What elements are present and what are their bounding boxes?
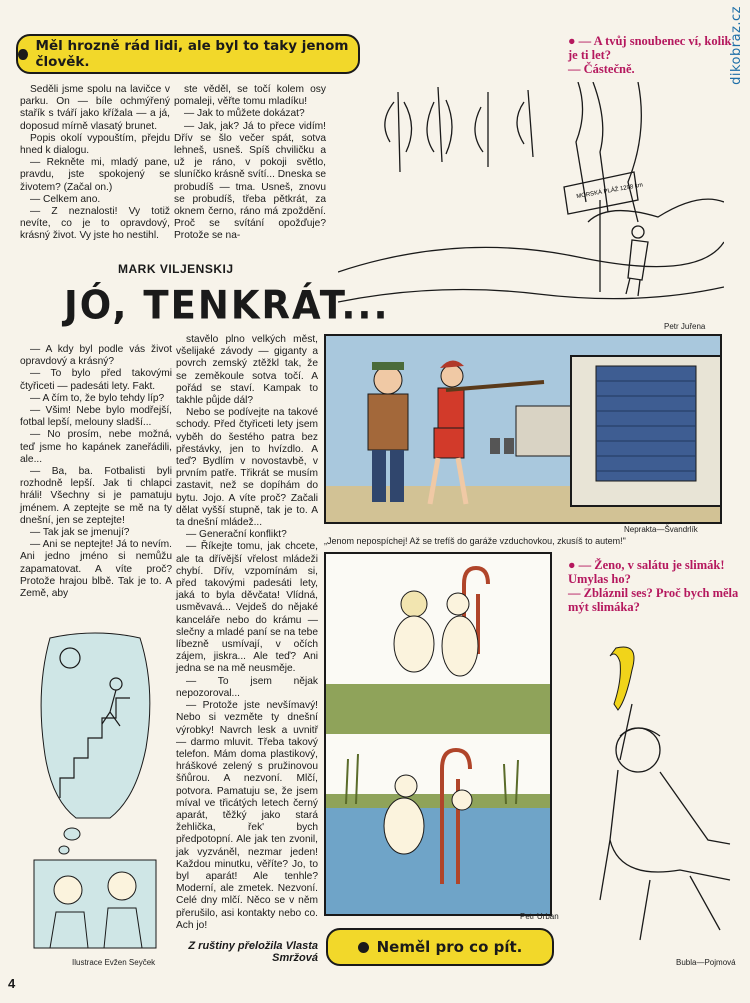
paragraph: — Jak, jak? Já to přece vidím! Dřív se šlo večer spát, sotva lehneš, usneš. Spíš chviličku a už je ráno, v pokoji světlo, sluníčko krásně svítí... Dneska se probudíš — tma. Usneš, znovu se probudíš, třeba pětkrát, za oknem černo, ráno má zpoždění. Proč se svítání opožďuje? Protože se na- — [174, 120, 326, 242]
paragraph: — Jak to můžete dokázat? — [184, 108, 305, 120]
cartoon-pool — [324, 552, 552, 916]
credit-neprakta: Neprakta—Švandrlík — [624, 525, 698, 534]
translator-credit: Z ruštiny přeložila Vlasta Smržová — [188, 940, 318, 964]
banner-top — [16, 34, 360, 74]
paragraph: — Z neznalosti! Vy totiž nevíte, co je to opravdový, krásný život. Vy jste ho nestihl. — [20, 206, 170, 242]
paragraph: Popis okolí vypouštím, přejdu hned k dialogu. — [20, 132, 170, 157]
paragraph: — A čím to, že bylo tehdy líp? — [30, 392, 165, 404]
joke-snoubenec: ● — A tvůj snoubenec ví, kolik je ti let? — Částečně. — [568, 34, 732, 76]
paragraph: — A kdy byl podle vás život opravdový a krásný? — [20, 344, 172, 368]
story2-column-1 — [20, 344, 172, 600]
paragraph: — Ba, ba. Fotbalisti byli rozhodně lepší. Jak ti chlapci hráli! Všechny si je pamatuju jménem. A zeptejte se mě na ty dnešní, jen se zeptejte! — [20, 466, 172, 526]
bullet-icon — [18, 49, 28, 60]
banner-bottom-text: Neměl pro co pít. — [376, 938, 523, 956]
paragraph: stavělo plno velkých měst, všelijaké závody — giganty a povrch zemský ztěžkl tak, že se zeměkoule sotva točí. A pořád se staví. Kampak to takhle půjde dál? — [176, 334, 318, 407]
road-sign-text: MORSKÁ PLÁŽ 1298 km — [576, 182, 644, 201]
credit-urban: Petr Urban — [520, 912, 559, 921]
paragraph: ste věděl, se točí kolem osy pomaleji, věřte tomu mladíku! — [174, 84, 326, 108]
page-number: 4 — [8, 976, 16, 991]
banner-top-text: Měl hrozně rád lidi, ale byl to taky jenom člověk. — [35, 38, 349, 70]
watermark: dikobraz.cz — [729, 6, 744, 85]
story2-column-2 — [176, 334, 318, 932]
illustration-stairs — [30, 628, 160, 950]
paragraph: — Tak jak se jmenují? — [30, 527, 130, 539]
paragraph: Seděli jsme spolu na lavičce v parku. On — bíle ochmýřený stařík s tváří jako křížala — a já, doposud mírně vlasatý brunet. — [20, 84, 170, 132]
credit-jurena: Petr Juřena — [664, 322, 706, 331]
paragraph: Nebo se podívejte na takové schody. Před čtyřiceti lety jsem vyběh do šestého patra bez přestávky, jen to hvízdlo. A teď? Bydlím v novostavbě, v prvním patře. Třikrát se musím zastavit, než se dopíhám do bytu. Jojo. A víte proč? Začali dělat vyšší stupně, tak je to. A ta dnešní mládež... — [176, 407, 318, 529]
cartoon-pool-drawing — [326, 554, 550, 914]
paragraph: — Ani se neptejte! Já to nevím. Ani jedno jméno si nemůžu zapamatovat. A víte proč? Protože hrajou blbě. Tak je to. A Země, aby — [20, 539, 172, 600]
shooting-caption: „Jenom nepospíchej! Až se trefíš do garáže vzduchovkou, zkusíš to autem!" — [324, 536, 626, 546]
paragraph: — No prosím, nebe možná, teď jsme ho kapánek zaneřádili, ale... — [20, 429, 172, 465]
story1-column-1 — [20, 84, 170, 243]
author: MARK VILJENSKIJ — [118, 262, 234, 276]
cartoon-snail — [580, 640, 740, 952]
paragraph: — To jsem nějak nepozoroval... — [176, 675, 318, 699]
paragraph: — Protože jste nevšímavý! Nebo si vezměte ty dnešní výrobky! Navrch lesk a uvnitř — darmo mluvit. Třeba takový telefon. Mám doma plastikový, hráškové zelený s pružinovou šňůrou. A nezvoní. Mlčí, potvora. Pamatuju se, že jsem míval ve třicátých letech černý aparát, těžký jako stará žehlička, řek' bych předpotopní. Ale jak ten zvonil, jak vyzváněl, nezmar jeden! Každou minutku, věříte? Jo, to byl aparát! Ale tenhle? Moderní, ale zmetek. Nezvoní. Celé dny mlčí. Něco se v něm přerušilo, asi kontakty nebo co. Ach jo! — [176, 700, 318, 931]
article-title: JÓ, TENKRÁT... — [64, 282, 390, 329]
credit-seycek: Ilustrace Evžen Seyček — [72, 958, 156, 967]
paragraph: — Říkejte tomu, jak chcete, ale ta dřívější vřelost mládeži chybí. Dřív, vzpomínám si, před takovými padesáti lety, jaká to byla děvčata! Vlídná, usměvavá... Vejdeš do nějaké kanceláře nebo do krámu — slečny a mladé paní se na tebe líbezně usmívají, v očích zájem, jiskra... Ale teď? Ani jedna se na mě neusměje. — [176, 541, 318, 675]
paragraph: — Celkem ano. — [30, 193, 101, 205]
paragraph: — Rekněte mi, mladý pane, pravdu, jste spokojený se životem? (Začal on.) — [20, 157, 170, 193]
banner-bottom — [326, 928, 554, 966]
illustration-stairs-drawing — [30, 628, 160, 950]
story1-column-2 — [174, 84, 326, 243]
cartoon-shooting — [324, 334, 722, 524]
paragraph: — To bylo před takovými čtyřiceti — padesáti lety. Fakt. — [20, 368, 172, 392]
cartoon-shooting-drawing — [326, 336, 720, 522]
cartoon-park — [338, 82, 724, 314]
bullet-icon — [358, 942, 369, 953]
joke-slimak: ● — Ženo, v salátu je slimák! Umylas ho? — Zbláznil ses? Proč bych měla mýt slimáka? — [568, 558, 739, 614]
paragraph: — Generační konflikt? — [186, 529, 287, 541]
paragraph: — Všim! Nebe bylo modřejší, fotbal lepší, melouny sladší... — [20, 405, 172, 429]
cartoon-park-drawing — [338, 82, 724, 314]
cartoon-snail-drawing — [580, 640, 740, 952]
credit-bubla: Bubla—Pojmová — [676, 958, 736, 967]
